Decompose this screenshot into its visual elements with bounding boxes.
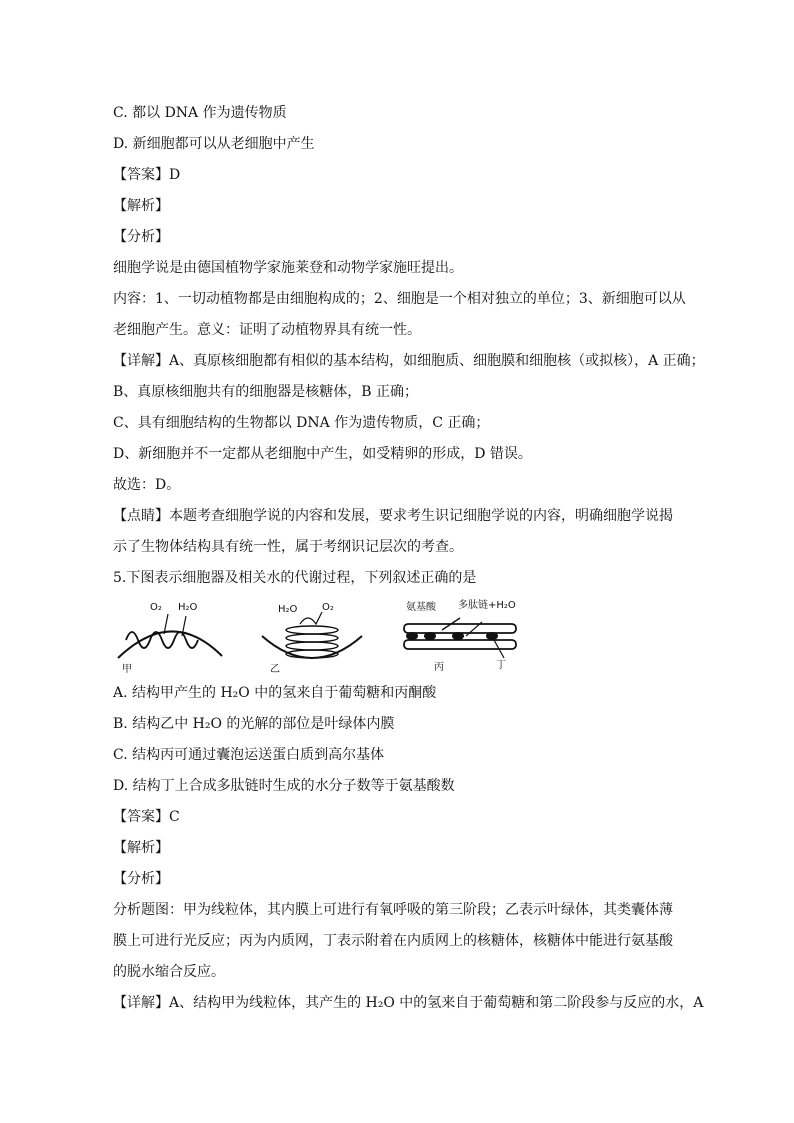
mito-h2o-label: H₂O — [178, 602, 198, 613]
detail-b: B、真原核细胞共有的细胞器是核糖体，B 正确； — [113, 384, 419, 400]
option-d-prev: D. 新细胞都可以从老细胞中产生 — [113, 136, 315, 152]
fenxi-heading-1: 【分析】 — [113, 229, 169, 245]
fenxi-heading-2: 【分析】 — [113, 871, 169, 887]
option-b: B. 结构乙中 H₂O 的光解的部位是叶绿体内膜 — [113, 716, 395, 732]
figure-analysis-1: 分析题图：甲为线粒体，其内膜上可进行有氧呼吸的第三阶段；乙表示叶绿体，其类囊体薄 — [113, 902, 673, 918]
detail-d: D、新细胞并不一定都从老细胞中产生，如受精卵的形成，D 错误。 — [113, 446, 532, 462]
detail-a: 【详解】A、真原核细胞都有相似的基本结构，如细胞质、细胞膜和细胞核（或拟核），A 正确； — [113, 353, 705, 369]
key-point-1: 【点睛】本题考查细胞学说的内容和发展，要求考生识记细胞学说的内容，明确细胞学说揭 — [113, 508, 673, 524]
label-bing: 丙 — [434, 662, 444, 673]
cell-theory-content: 内容：1、一切动植物都是由细胞构成的；2、细胞是一个相对独立的单位；3、新细胞可以从 — [113, 291, 686, 307]
chloro-o2-label: O₂ — [322, 602, 334, 613]
figure-analysis-3: 的脱水缩合反应。 — [113, 964, 225, 980]
figure-analysis-2: 膜上可进行光反应；丙为内质网，丁表示附着在内质网上的核糖体，核糖体中能进行氨基酸 — [113, 933, 673, 949]
option-c: C. 结构丙可通过囊泡运送蛋白质到高尔基体 — [113, 747, 385, 763]
detail-a-2: 【详解】A、结构甲为线粒体，其产生的 H₂O 中的氢来自于葡萄糖和第二阶段参与反应的水，A — [113, 995, 704, 1011]
label-ding: 丁 — [496, 660, 506, 671]
cell-theory-origin: 细胞学说是由德国植物学家施莱登和动物学家施旺提出。 — [113, 260, 463, 276]
label-yi: 乙 — [270, 664, 280, 675]
option-a: A. 结构甲产生的 H₂O 中的氢来自于葡萄糖和丙酮酸 — [113, 685, 437, 701]
answer: 【答案】C — [113, 809, 180, 825]
jiexi-heading-1: 【解析】 — [113, 198, 169, 214]
choice-d: 故选：D。 — [113, 477, 181, 493]
cell-theory-meaning: 老细胞产生。意义：证明了动植物界具有统一性。 — [113, 322, 421, 338]
option-c-prev: C. 都以 DNA 作为遗传物质 — [113, 105, 287, 121]
organelle-figure — [112, 596, 552, 676]
chloroplast-diagram — [262, 602, 362, 675]
er-ribosome-diagram — [404, 598, 516, 673]
jiexi-heading-2: 【解析】 — [113, 840, 169, 856]
option-d: D. 结构丁上合成多肽链时生成的水分子数等于氨基酸数 — [113, 778, 455, 794]
amino-acid-label: 氨基酸 — [406, 602, 436, 613]
question-5-stem: 5.下图表示细胞器及相关水的代谢过程，下列叙述正确的是 — [113, 570, 477, 586]
label-jia: 甲 — [122, 664, 132, 675]
mitochondrion-diagram — [118, 602, 222, 675]
key-point-2: 示了生物体结构具有统一性，属于考纲识记层次的考查。 — [113, 539, 463, 555]
answer-prev: 【答案】D — [113, 167, 181, 183]
mito-o2-label: O₂ — [150, 602, 162, 613]
peptide-label: 多肽链+H₂O — [458, 600, 516, 611]
detail-c: C、具有细胞结构的生物都以 DNA 作为遗传物质，C 正确； — [113, 415, 490, 431]
chloro-h2o-label: H₂O — [278, 604, 298, 615]
